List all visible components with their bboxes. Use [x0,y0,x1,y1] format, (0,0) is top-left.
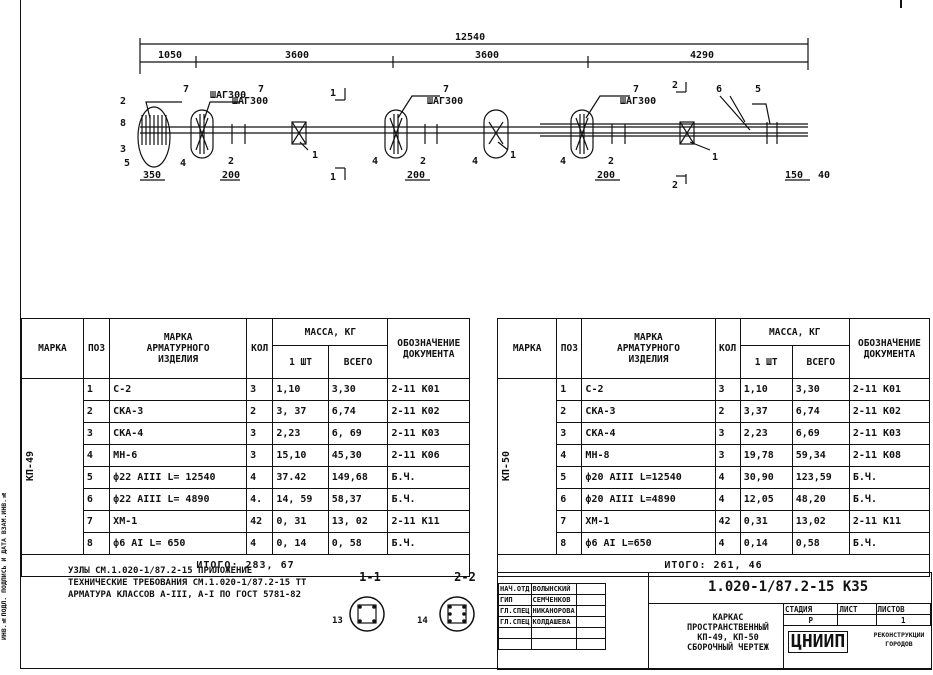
cell-item: ф6 АI L=650 [582,533,715,555]
table-row [22,379,470,401]
signature [576,606,605,617]
cell-kol: 3 [247,379,273,401]
header-mass: МАССА, КГ [273,319,388,346]
name: ВОЛЫНСКИЙ [531,584,576,595]
cell-mass-one: 2,23 [740,423,792,445]
cell-mass-all: 0, 58 [328,533,388,555]
cell-doc: 2-11 К01 [388,379,470,401]
cell-mass-all: 6,74 [328,401,388,423]
stage-label: СТАДИЯ [784,604,838,615]
cell-mass-all: 58,37 [328,489,388,511]
cell-item: МН-6 [110,445,247,467]
cell-mass-one: 3, 37 [273,401,328,423]
cell-mass-all: 45,30 [328,445,388,467]
cell-poz: 7 [83,511,109,533]
cell-item: ХМ-1 [110,511,247,533]
cell-item: ф22 АIII L= 12540 [110,467,247,489]
header-mass-one: 1 ШТ [273,346,328,379]
side-stamp-text: ИНВ.№ПОДЛ. ПОДПИСЬ И ДАТА ВЗАМ.ИНВ.№ [0,490,8,640]
small-dim: 200 [222,170,241,181]
cell-item: СКА-4 [582,423,715,445]
table-row [498,533,930,555]
cell-doc: 2-11 К03 [849,423,929,445]
cell-mass-all: 3,30 [792,379,849,401]
pos-label: 2 [228,156,235,167]
cell-mass-one: 19,78 [740,445,792,467]
signature [576,584,605,595]
cell-item: СКА-4 [110,423,247,445]
table-row [22,489,470,511]
cell-mass-one: 30,90 [740,467,792,489]
role: ГЛ.СПЕЦ [500,618,530,626]
table-row [22,533,470,555]
cell-item: МН-8 [582,445,715,467]
section-mark-2: 2 [672,80,679,91]
table-row [498,467,930,489]
signature [576,617,605,628]
section-label: 1-1 [359,570,381,584]
cell-mass-one: 37.42 [273,467,328,489]
cell-mass-all: 48,20 [792,489,849,511]
pos-label: 2 [608,156,615,167]
cell-kol: 3 [715,379,740,401]
role: ГЛ.СПЕЦ [500,607,530,615]
cell-kol: 4 [247,533,273,555]
cell-poz: 6 [83,489,109,511]
small-dim: 150 [785,170,804,181]
cell-kol: 3 [247,445,273,467]
header-item: МАРКА АРМАТУРНОГО ИЗДЕЛИЯ [582,319,715,379]
role: ГИП [499,595,532,606]
spec-table-kp49 [21,318,470,577]
cell-item: С-2 [110,379,247,401]
document-code: 1.020-1/87.2-15 К35 [708,579,869,595]
cell-kol: 4 [715,467,740,489]
pos-label: 1 [312,150,319,161]
step-label-3: ШАГ300 [427,96,464,107]
cell-mass-all: 6, 69 [328,423,388,445]
step-label-4: ШАГ300 [620,96,657,107]
cell-doc: Б.Ч. [388,533,470,555]
overall-dimension: 12540 [455,32,486,43]
section-label: 2-2 [454,570,476,584]
org-logo: ЦНИИП [788,631,848,653]
section-pos: 13 [332,616,343,626]
cell-poz: 2 [83,401,109,423]
pos-label: 2 [120,96,127,107]
cell-item: ф22 АIII L= 4890 [110,489,247,511]
note-line: УЗЛЫ СМ.1.020-1/87.2-15 ПРИЛОЖЕНИЕ [68,566,253,576]
header-kol: КОЛ [247,319,273,379]
cell-mass-one: 0,31 [740,511,792,533]
cell-mass-all: 6,69 [792,423,849,445]
cell-doc: 2-11 К08 [849,445,929,467]
cell-doc: 2-11 К02 [388,401,470,423]
cell-kol: 42 [715,511,740,533]
pos-label: 4 [372,156,379,167]
pos-label: 7 [183,84,190,95]
pos-label: 7 [258,84,265,95]
cell-doc: 2-11 К06 [388,445,470,467]
cell-doc: Б.Ч. [388,467,470,489]
cell-mass-one: 2,23 [273,423,328,445]
cell-poz: 8 [557,533,582,555]
sheet-label: ЛИСТ [838,604,876,615]
cell-poz: 2 [557,401,582,423]
cell-poz: 7 [557,511,582,533]
cell-doc: Б.Ч. [849,489,929,511]
spec-table-kp50 [497,318,930,577]
header-marka: МАРКА [22,319,84,379]
dimension-3: 3600 [475,50,500,61]
pos-label: 5 [124,158,131,169]
cell-item: СКА-3 [582,401,715,423]
cell-mass-all: 13, 02 [328,511,388,533]
stage-value: Р [784,615,838,626]
cell-doc: 2-11 К02 [849,401,929,423]
sheet-info [783,603,931,626]
cell-poz: 3 [83,423,109,445]
header-doc: ОБОЗНАЧЕНИЕ ДОКУМЕНТА [849,319,929,379]
cell-poz: 4 [557,445,582,467]
pos-label: 8 [120,118,127,129]
cell-poz: 5 [83,467,109,489]
pos-label: 7 [443,84,450,95]
cell-poz: 1 [83,379,109,401]
cell-kol: 4 [715,533,740,555]
name: НИКАНОРОВА [532,607,575,615]
cell-mass-one: 0, 31 [273,511,328,533]
signature [576,595,605,606]
cell-mass-one: 12,05 [740,489,792,511]
section-mark-1: 1 [330,88,337,99]
section-pos: 14 [417,616,428,626]
section-2-2 [417,570,495,648]
step-label-1: ШАГ300 [210,90,247,101]
section-2-2-icon [435,584,495,644]
cell-mass-one: 1,10 [740,379,792,401]
table-row [498,379,930,401]
cell-mass-all: 6,74 [792,401,849,423]
section-1-1-icon [340,584,400,644]
pos-label: 3 [120,144,127,155]
small-dim: 350 [143,170,162,181]
cell-poz: 5 [557,467,582,489]
role: НАЧ.ОТД [500,585,530,593]
cell-poz: 3 [557,423,582,445]
section-mark-1b: 1 [330,172,337,183]
small-dim: 40 [818,170,831,181]
cell-mass-one: 14, 59 [273,489,328,511]
table-row [498,511,930,533]
pos-label: 4 [472,156,479,167]
header-marka: МАРКА [498,319,557,379]
cell-kol: 4 [247,467,273,489]
cell-kol: 4 [715,489,740,511]
small-dim: 200 [407,170,426,181]
org-subtitle: РЕКОНСТРУКЦИИ ГОРОДОВ [873,631,925,648]
name: КОЛДАШЕВА [531,617,576,628]
header-kol: КОЛ [715,319,740,379]
header-poz: ПОЗ [557,319,582,379]
cell-mass-all: 149,68 [328,467,388,489]
cell-poz: 4 [83,445,109,467]
cell-doc: 2-11 К11 [849,511,929,533]
pos-label: 1 [510,150,517,161]
cell-mass-all: 59,34 [792,445,849,467]
marka-cell: КП-49 [22,379,84,555]
dimension-4: 4290 [690,50,715,61]
cell-mass-all: 0,58 [792,533,849,555]
cell-kol: 3 [715,445,740,467]
cell-doc: Б.Ч. [849,533,929,555]
cell-poz: 8 [83,533,109,555]
section-1-1 [332,570,400,648]
cell-mass-all: 3,30 [328,379,388,401]
marka-cell: КП-50 [498,379,557,555]
cell-kol: 42 [247,511,273,533]
total-value: ИТОГО: 261, 46 [498,555,930,577]
table-row [22,511,470,533]
step-label-2: ШАГ300 [232,96,269,107]
small-dim: 200 [597,170,616,181]
dimension-1: 1050 [158,50,183,61]
cell-kol: 4. [247,489,273,511]
table-row [22,401,470,423]
cell-item: ф6 АI L= 650 [110,533,247,555]
name: СЕМЧЕНКОВ [531,595,576,606]
cell-mass-all: 13,02 [792,511,849,533]
header-mass-one: 1 ШТ [740,346,792,379]
cell-doc: Б.Ч. [849,467,929,489]
signatures-table [498,583,606,650]
cell-mass-one: 0, 14 [273,533,328,555]
cell-doc: 2-11 К03 [388,423,470,445]
pos-label: 4 [560,156,567,167]
drawing-title: КАРКАС ПРОСТРАНСТВЕННЫЙ КП-49, КП-50 СБОРОЧНЫЙ ЧЕРТЕЖ [687,613,769,653]
cell-item: СКА-3 [110,401,247,423]
pos-label: 2 [420,156,427,167]
header-mass: МАССА, КГ [740,319,849,346]
cell-kol: 2 [715,401,740,423]
table-row [498,489,930,511]
assembly-drawing [0,0,933,200]
cell-mass-all: 123,59 [792,467,849,489]
cell-kol: 2 [247,401,273,423]
table-row [498,445,930,467]
table-row [22,467,470,489]
cell-item: ф20 АIII L=4890 [582,489,715,511]
header-mass-all: ВСЕГО [792,346,849,379]
header-poz: ПОЗ [83,319,109,379]
cell-kol: 3 [247,423,273,445]
cell-poz: 1 [557,379,582,401]
pos-label: 7 [633,84,640,95]
cell-mass-one: 1,10 [273,379,328,401]
cell-item: С-2 [582,379,715,401]
pos-label: 6 [716,84,723,95]
cell-item: ХМ-1 [582,511,715,533]
note-line: АРМАТУРА КЛАССОВ А-III, А-I ПО ГОСТ 5781-82 [68,590,301,600]
total-value: ИТОГО: 283, 67 [22,555,470,577]
note-line: ТЕХНИЧЕСКИЕ ТРЕБОВАНИЯ СМ.1.020-1/87.2-15 ТТ [68,578,307,588]
title-block [497,572,932,670]
cell-poz: 6 [557,489,582,511]
notes [68,565,306,601]
table-row [22,445,470,467]
table-row [498,423,930,445]
header-doc: ОБОЗНАЧЕНИЕ ДОКУМЕНТА [388,319,470,379]
header-item: МАРКА АРМАТУРНОГО ИЗДЕЛИЯ [110,319,247,379]
dimension-2: 3600 [285,50,310,61]
pos-label: 5 [755,84,762,95]
cell-mass-one: 15,10 [273,445,328,467]
section-mark-2b: 2 [672,180,679,191]
pos-label: 4 [180,158,187,169]
sheets-label: ЛИСТОВ [876,604,930,615]
table-row [498,401,930,423]
sheets-value: 1 [876,615,930,626]
cell-doc: 2-11 К11 [388,511,470,533]
cell-item: ф20 АIII L=12540 [582,467,715,489]
table-row [22,423,470,445]
cell-doc: 2-11 К01 [849,379,929,401]
cell-kol: 3 [715,423,740,445]
cell-doc: Б.Ч. [388,489,470,511]
cell-mass-one: 3,37 [740,401,792,423]
cell-mass-one: 0,14 [740,533,792,555]
header-mass-all: ВСЕГО [328,346,388,379]
pos-label: 1 [712,152,719,163]
